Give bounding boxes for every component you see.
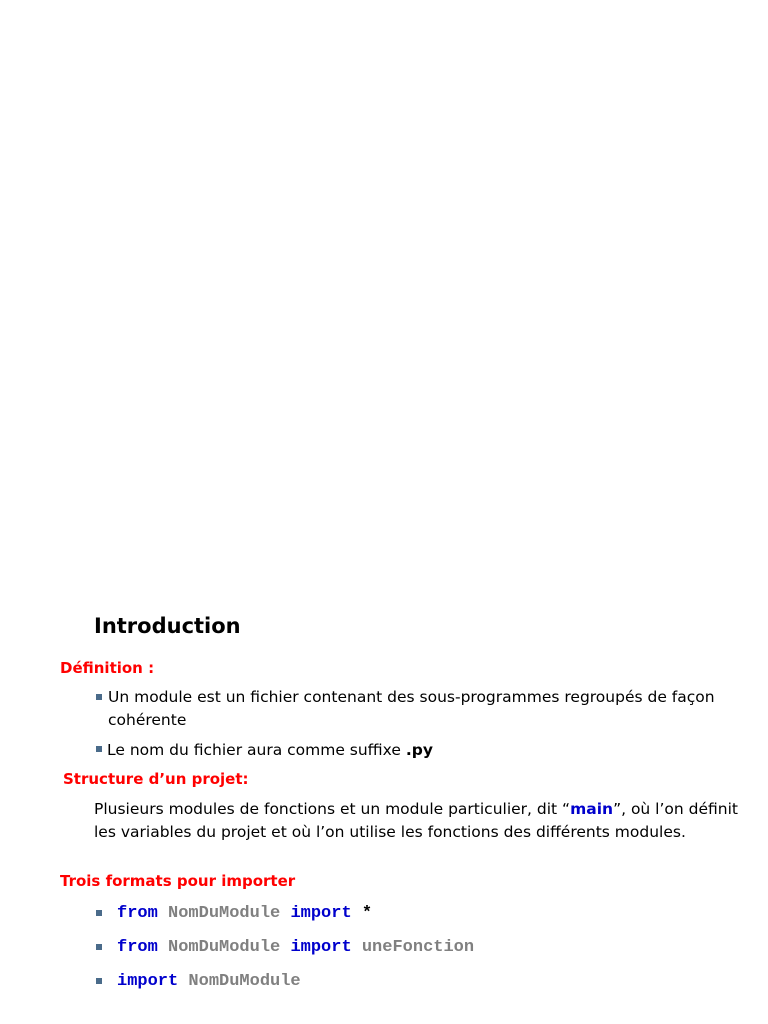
- structure-line2: les variables du projet et où l’on utilise les fonctions des différents modules.: [94, 823, 686, 841]
- structure-line1-after: ”, où l’on définit: [613, 800, 738, 818]
- keyword-import: import: [117, 972, 179, 991]
- function-name: uneFonction: [351, 938, 475, 957]
- keyword-from: from: [117, 904, 158, 923]
- bullet-icon: [96, 978, 102, 984]
- definition-bullet-2: [107, 739, 433, 762]
- bullet-icon: [96, 746, 102, 752]
- structure-heading: Structure d’un projet:: [63, 770, 249, 788]
- imports-heading: Trois formats pour importer: [60, 872, 296, 890]
- module-name: NomDuModule: [157, 938, 291, 957]
- file-suffix: .py: [405, 741, 433, 759]
- module-name: NomDuModule: [178, 972, 301, 991]
- structure-line1-before: Plusieurs modules de fonctions et un module particulier, dit “: [94, 800, 571, 818]
- definition-bullet-1-line2: cohérente: [108, 711, 187, 729]
- main-module-name: main: [570, 800, 614, 818]
- keyword-import: import: [290, 938, 352, 957]
- keyword-import: import: [290, 904, 352, 923]
- bullet-icon: [96, 910, 102, 916]
- definition-bullet-1-line1: Un module est un fichier contenant des sous-programmes regroupés de façon: [108, 688, 715, 706]
- import-format-2: [117, 938, 474, 957]
- bullet-icon: [96, 694, 102, 700]
- page-title: Introduction: [94, 614, 241, 638]
- import-format-1: [117, 904, 372, 923]
- module-name: NomDuModule: [157, 904, 291, 923]
- structure-paragraph: [94, 798, 738, 844]
- wildcard: *: [351, 904, 373, 923]
- definition-heading: Définition :: [60, 659, 155, 677]
- definition-bullet-1: [108, 686, 715, 732]
- import-format-3: [117, 972, 301, 991]
- definition-bullet-2-text: Le nom du fichier aura comme suffixe: [107, 741, 406, 759]
- keyword-from: from: [117, 938, 158, 957]
- bullet-icon: [96, 944, 102, 950]
